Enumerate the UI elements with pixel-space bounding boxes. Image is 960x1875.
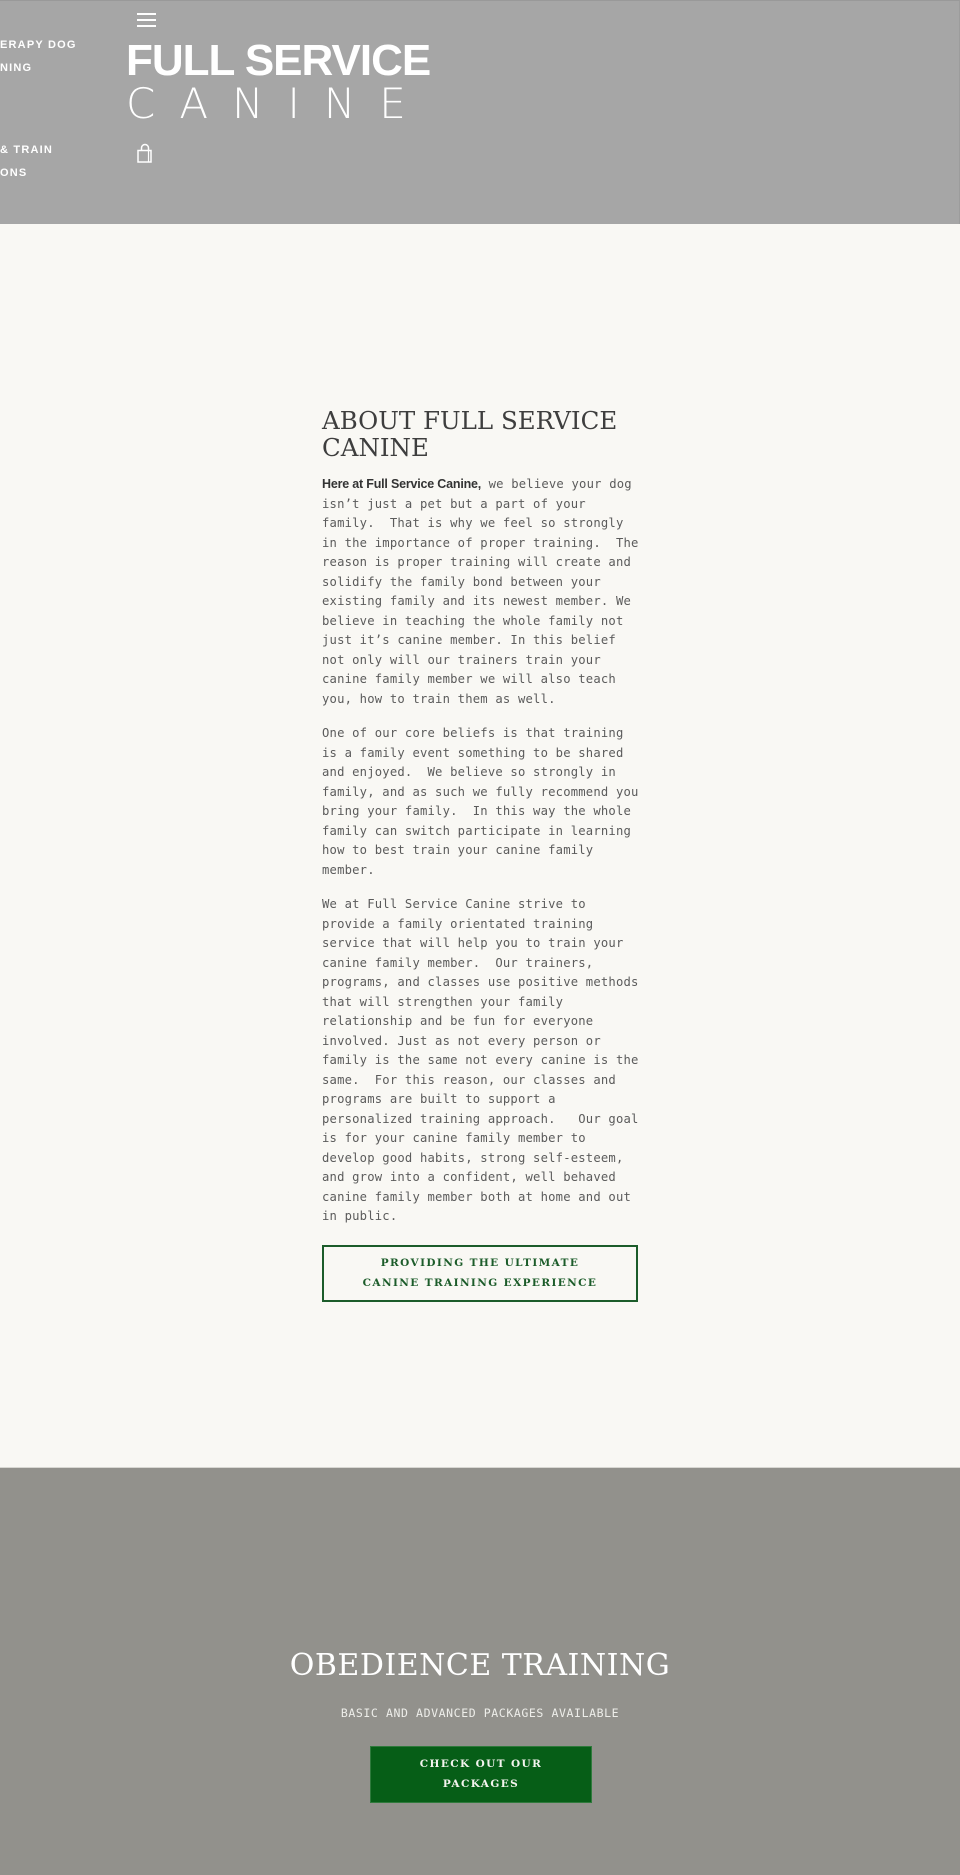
obedience-training-section — [0, 1467, 960, 1875]
shopping-bag-icon[interactable] — [137, 143, 153, 163]
ultimate-training-button-label: PROVIDING THE ULTIMATE CANINE TRAINING EXPERIENCE — [362, 1257, 598, 1289]
ultimate-training-button[interactable] — [322, 1245, 638, 1302]
obedience-subtitle: BASIC AND ADVANCED PACKAGES AVAILABLE — [340, 1706, 620, 1720]
nav-item-therapy-dog[interactable]: ERAPY DOG — [0, 39, 77, 51]
about-paragraph-1 — [322, 475, 647, 709]
about-paragraph-2: One of our core beliefs is that training is a family event something to be shared and enjoyed. We believe so strongly in family, and as such we fully recommend you bring your family. In this way the whole family can switch participate in learning how to best train your canine family member. — [322, 726, 647, 877]
about-paragraph-3: We at Full Service Canine strive to provide a family orientated training service that will help you to train your canine family member. Our trainers, programs, and classes use positive methods that will strengthen your family relationship and be fun for everyone involved. Just as not every person or family is the same not every canine is the same. For this reason, our classes and programs are built to support a personalized training approach. Our goal is for your canine family member to develop good habits, strong self-esteem, and grow into a confident, well behaved canine family member both at home and out in public. — [322, 897, 647, 1223]
check-out-packages-label: CHECK OUT OUR PACKAGES — [419, 1758, 543, 1790]
about-lead-text: Here at Full Service Canine, — [322, 477, 482, 491]
obedience-title: OBEDIENCE TRAINING — [289, 1648, 671, 1683]
about-section — [322, 406, 647, 1227]
check-out-packages-button[interactable] — [370, 1746, 592, 1803]
about-paragraph-1-body: we believe your dog isn’t just a pet but a part of your family. That is why we feel so strongly in the importance of proper training. The reason is proper training will create and solidify the family bond between your existing family and its newest member. We believe in teaching the whole family not just it’s canine member. In this belief not only will our trainers train your canine family member we will also teach you, how to train them as well. — [322, 477, 647, 706]
about-title: ABOUT FULL SERVICE CANINE — [322, 406, 618, 462]
nav-item-training[interactable]: NING — [0, 62, 33, 74]
site-logo[interactable] — [126, 36, 431, 128]
nav-item-board-train[interactable]: & TRAIN — [0, 144, 54, 156]
logo-line-2: CANINE — [126, 79, 430, 128]
site-header — [0, 0, 960, 224]
hamburger-menu-icon[interactable] — [137, 12, 156, 27]
logo-line-1: FULL SERVICE — [126, 36, 431, 85]
nav-item-lessons[interactable]: ONS — [0, 167, 28, 179]
